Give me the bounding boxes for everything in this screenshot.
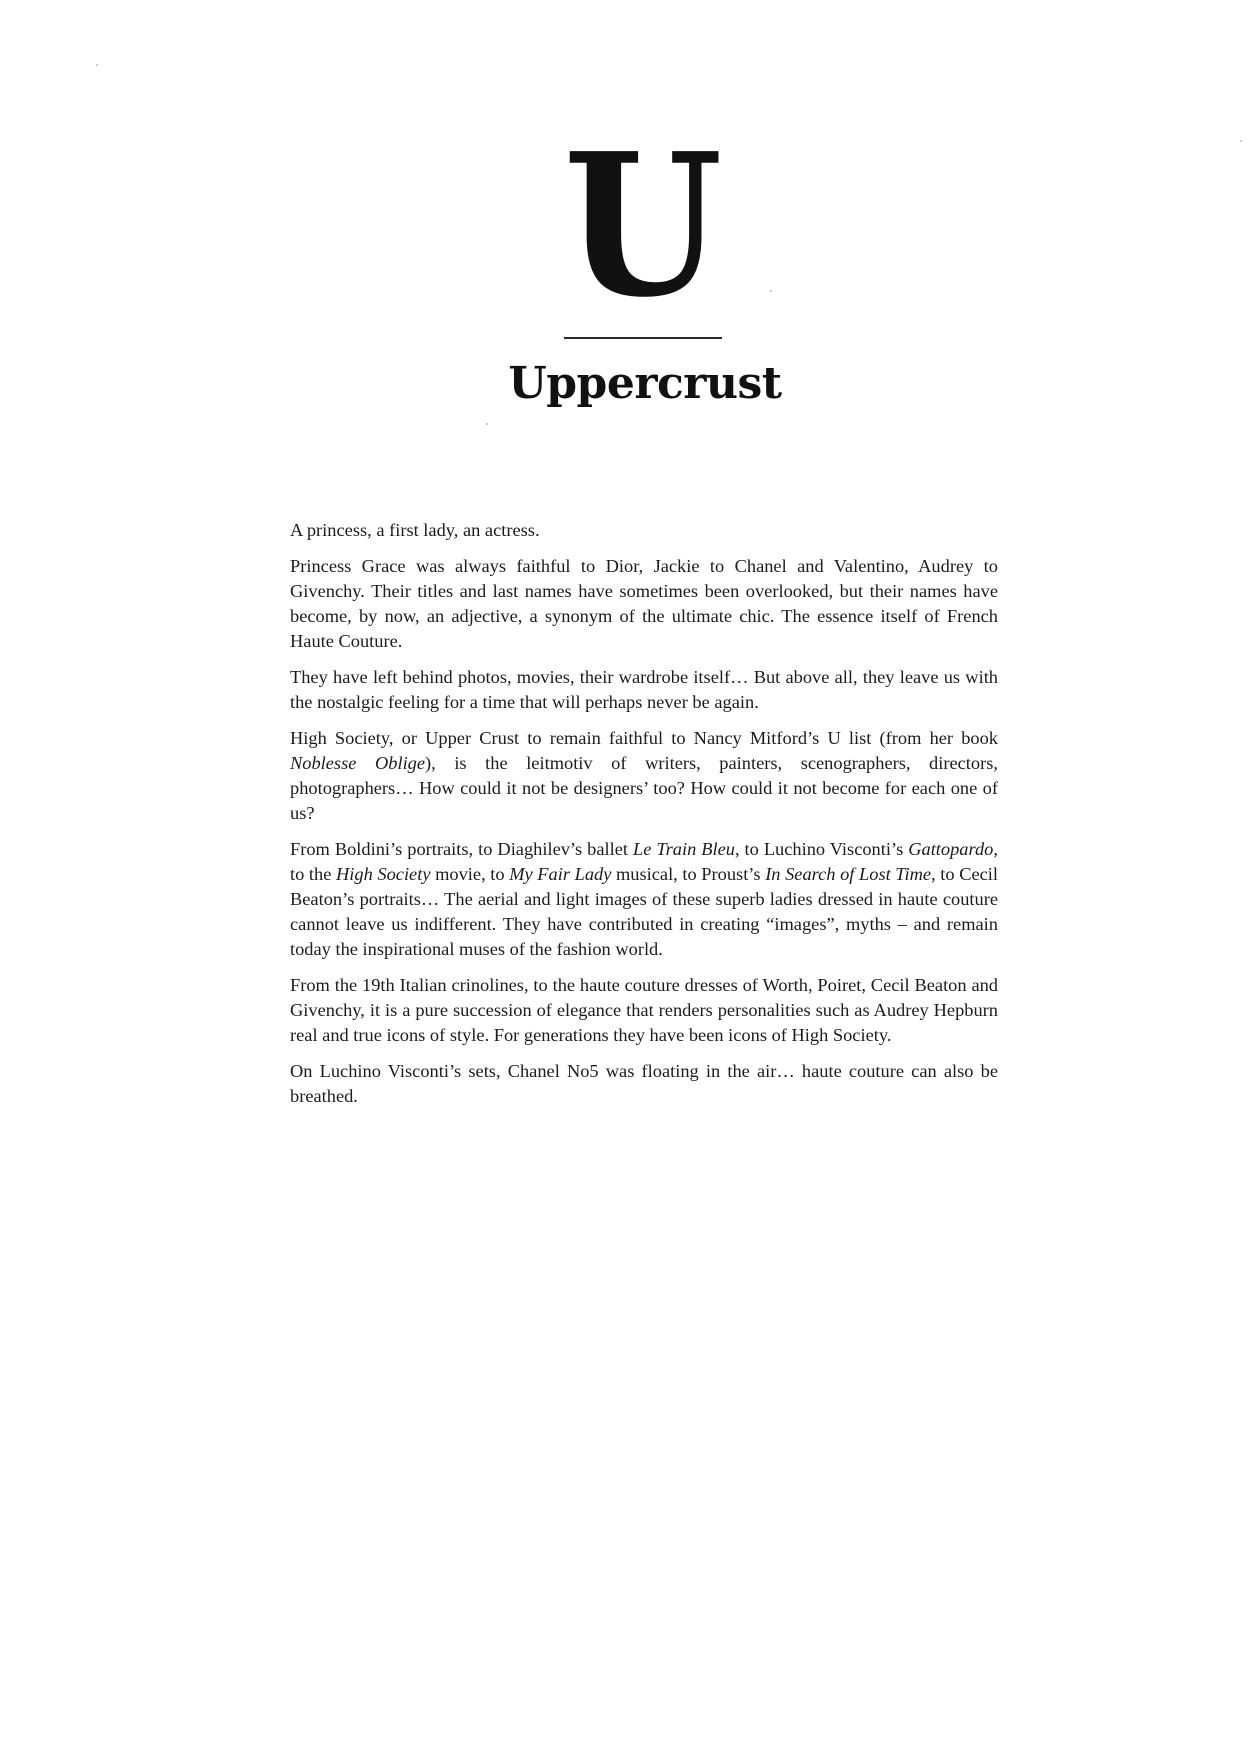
paragraph-text: A princess, a first lady, an actress. xyxy=(290,520,540,540)
title-divider xyxy=(564,337,722,339)
paragraph-text: musical, to Proust’s xyxy=(611,864,766,884)
italic-title: Noblesse Oblige xyxy=(290,753,426,773)
paragraph-text: Princess Grace was always faithful to Dior, Jackie to Chanel and Valentino, Audrey to Givenchy. Their titles and last names have sometimes been overlooked, but their names have become, by now, an adjective, a synonym of the ultimate chic. The essence itself of French Haute Couture. xyxy=(290,556,998,651)
italic-title: My Fair Lady xyxy=(509,864,612,884)
italic-title: Gattopardo xyxy=(908,839,994,859)
body-text xyxy=(290,518,998,1120)
italic-title: High Society xyxy=(336,864,431,884)
paragraph-text: From Boldini’s portraits, to Diaghilev’s ballet xyxy=(290,839,634,859)
body-paragraph xyxy=(290,973,998,1048)
scan-speck xyxy=(486,423,488,425)
chapter-letter: U xyxy=(563,111,723,341)
paragraph-text: They have left behind photos, movies, their wardrobe itself… But above all, they leave us with the nostalgic feeling for a time that will perhaps never be again. xyxy=(290,667,998,712)
italic-title: Le Train Bleu xyxy=(633,839,735,859)
paragraph-text: movie, to xyxy=(430,864,510,884)
scan-speck xyxy=(1240,140,1242,142)
body-paragraph xyxy=(290,554,998,654)
paragraph-text: From the 19th Italian crinolines, to the haute couture dresses of Worth, Poiret, Cecil Beaton and Givenchy, it is a pure succession of elegance that renders personalities such as Audrey Hepburn real and true icons of style. For generations they have been icons of High Society. xyxy=(290,975,998,1045)
body-paragraph xyxy=(290,665,998,715)
paragraph-text: , to Cecil Beaton’s portraits… The aerial and light images of these superb ladies dressed in haute couture cannot leave us indifferent. They have contributed in creating “images”, myths – and remain today the inspirational muses of the fashion world. xyxy=(290,864,999,959)
paragraph-text: , to Luchino Visconti’s xyxy=(734,839,909,859)
scan-speck xyxy=(96,64,98,66)
paragraph-text: , to the xyxy=(290,839,998,884)
body-paragraph xyxy=(290,1059,998,1109)
paragraph-text: ), is the leitmotiv of writers, painters, scenographers, directors, photographers… How could it not be designers’ too? How could it not become for each one of us? xyxy=(290,753,998,823)
body-paragraph xyxy=(290,726,998,826)
scan-speck xyxy=(770,290,772,292)
paragraph-text: On Luchino Visconti’s sets, Chanel No5 was floating in the air… haute couture can also be breathed. xyxy=(290,1061,998,1106)
italic-title: In Search of Lost Time xyxy=(765,864,932,884)
body-paragraph xyxy=(290,837,998,962)
paragraph-text: High Society, or Upper Crust to remain faithful to Nancy Mitford’s U list (from her book xyxy=(290,728,998,748)
body-paragraph xyxy=(290,518,998,543)
chapter-title: Uppercrust xyxy=(508,358,782,409)
